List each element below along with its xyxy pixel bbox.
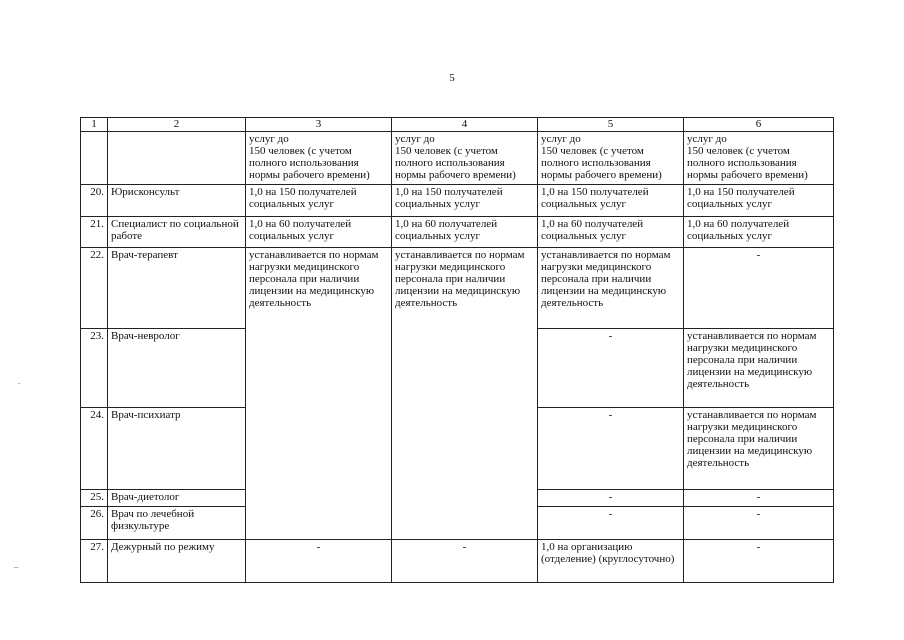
norm-cell: устанавливается по нормам нагрузки медицинского персонала при наличии лицензии на медицинскую деятельность: [538, 248, 684, 329]
row-number: [81, 132, 108, 185]
header-cell: 5: [538, 118, 684, 132]
scan-speck: –: [14, 562, 19, 572]
norm-cell: -: [538, 507, 684, 540]
position-name: Врач-психиатр: [108, 408, 246, 490]
norm-cell: услуг до 150 человек (с учетом полного использования нормы рабочего времени): [246, 132, 392, 185]
norm-cell: -: [246, 540, 392, 583]
row-number: 22.: [81, 248, 108, 329]
header-cell: 1: [81, 118, 108, 132]
norm-cell: 1,0 на 150 получателей социальных услуг: [538, 185, 684, 217]
position-name: Врач-терапевт: [108, 248, 246, 329]
norm-cell: -: [538, 408, 684, 490]
row-number: 20.: [81, 185, 108, 217]
position-name: Дежурный по режиму: [108, 540, 246, 583]
header-cell: 3: [246, 118, 392, 132]
norm-cell: 1,0 на 150 получателей социальных услуг: [684, 185, 834, 217]
norm-cell: -: [684, 540, 834, 583]
header-cell: 2: [108, 118, 246, 132]
norm-cell: устанавливается по нормам нагрузки медицинского персонала при наличии лицензии на медицинскую деятельность: [684, 329, 834, 408]
norm-cell: -: [684, 490, 834, 507]
table-row: [81, 185, 834, 217]
scan-speck: .: [18, 376, 21, 386]
norm-cell: 1,0 на 60 получателей социальных услуг: [538, 217, 684, 248]
header-cell: 4: [392, 118, 538, 132]
row-number: 23.: [81, 329, 108, 408]
table-row: [81, 540, 834, 583]
row-number: 24.: [81, 408, 108, 490]
row-number: 26.: [81, 507, 108, 540]
position-name: [108, 132, 246, 185]
norm-cell: услуг до 150 человек (с учетом полного использования нормы рабочего времени): [684, 132, 834, 185]
norm-cell: -: [538, 329, 684, 408]
norm-cell: -: [538, 490, 684, 507]
row-number: 21.: [81, 217, 108, 248]
header-row: [81, 118, 834, 132]
row-number: 27.: [81, 540, 108, 583]
table-row: [81, 248, 834, 329]
position-name: Специалист по социальной работе: [108, 217, 246, 248]
norm-cell: услуг до 150 человек (с учетом полного использования нормы рабочего времени): [538, 132, 684, 185]
norm-cell: -: [684, 507, 834, 540]
norm-cell: устанавливается по нормам нагрузки медицинского персонала при наличии лицензии на медицинскую деятельность: [392, 248, 538, 540]
staffing-norms-table: [80, 117, 834, 583]
page-number: 5: [449, 72, 455, 84]
table-row: [81, 217, 834, 248]
norm-cell: -: [684, 248, 834, 329]
norm-cell: устанавливается по нормам нагрузки медицинского персонала при наличии лицензии на медицинскую деятельность: [684, 408, 834, 490]
norm-cell: -: [392, 540, 538, 583]
norm-cell: 1,0 на 60 получателей социальных услуг: [392, 217, 538, 248]
position-name: Юрисконсульт: [108, 185, 246, 217]
norm-cell: 1,0 на организацию (отделение) (круглосуточно): [538, 540, 684, 583]
position-name: Врач-невролог: [108, 329, 246, 408]
continuation-row: [81, 132, 834, 185]
norm-cell: устанавливается по нормам нагрузки медицинского персонала при наличии лицензии на медицинскую деятельность: [246, 248, 392, 540]
header-cell: 6: [684, 118, 834, 132]
norm-cell: услуг до 150 человек (с учетом полного использования нормы рабочего времени): [392, 132, 538, 185]
position-name: Врач-диетолог: [108, 490, 246, 507]
norm-cell: 1,0 на 60 получателей социальных услуг: [684, 217, 834, 248]
norm-cell: 1,0 на 60 получателей социальных услуг: [246, 217, 392, 248]
row-number: 25.: [81, 490, 108, 507]
norm-cell: 1,0 на 150 получателей социальных услуг: [246, 185, 392, 217]
norm-cell: 1,0 на 150 получателей социальных услуг: [392, 185, 538, 217]
position-name: Врач по лечебной физкультуре: [108, 507, 246, 540]
